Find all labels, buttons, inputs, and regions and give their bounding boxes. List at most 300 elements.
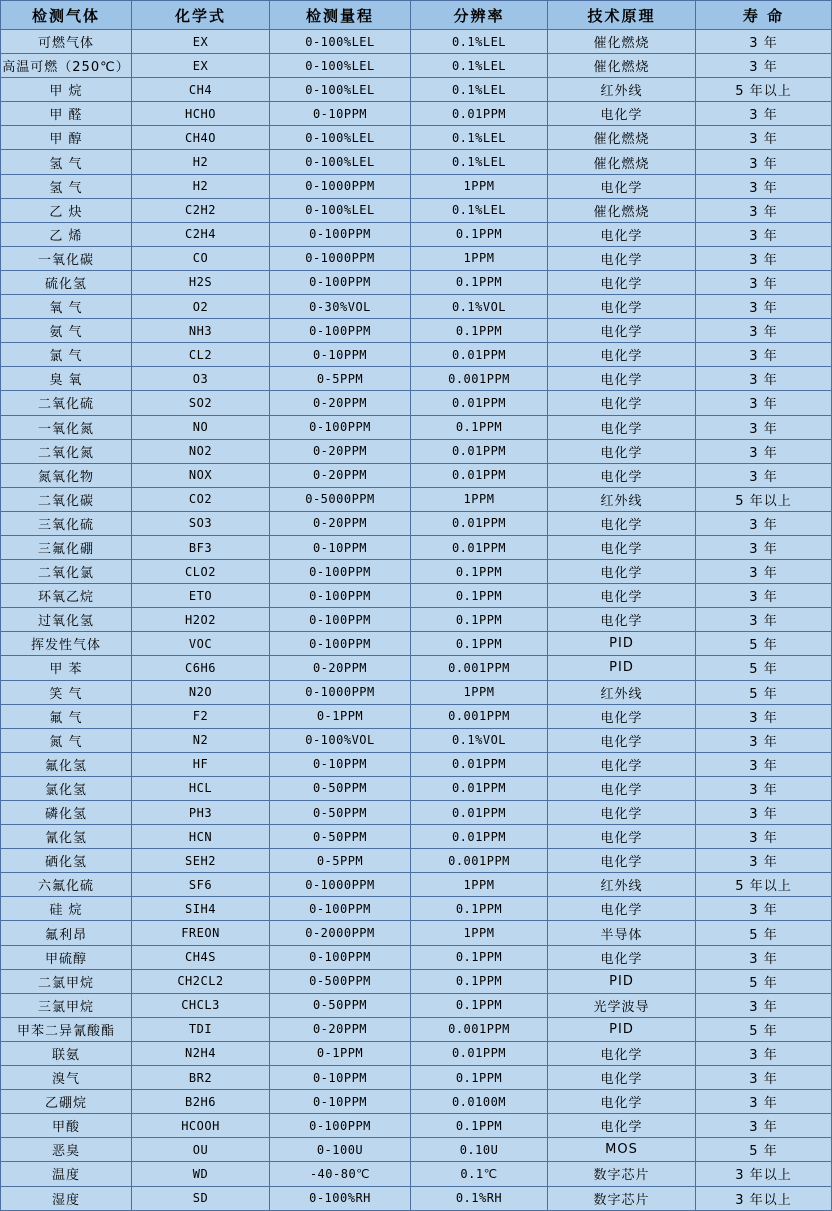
cell-detection-range: -40-80℃ xyxy=(270,1162,411,1186)
cell-lifetime: 3 年 xyxy=(696,54,832,78)
cell-chemical-formula: BR2 xyxy=(132,1066,270,1090)
cell-resolution: 0.1PPM xyxy=(411,945,548,969)
cell-technical-principle: 红外线 xyxy=(548,873,696,897)
cell-detection-range: 0-2000PPM xyxy=(270,921,411,945)
cell-detection-range: 0-10PPM xyxy=(270,102,411,126)
cell-gas-name: 氯 气 xyxy=(1,343,132,367)
cell-gas-name: 甲 苯 xyxy=(1,656,132,680)
cell-lifetime: 5 年 xyxy=(696,921,832,945)
cell-chemical-formula: WD xyxy=(132,1162,270,1186)
cell-lifetime: 3 年 xyxy=(696,174,832,198)
cell-resolution: 0.01PPM xyxy=(411,1041,548,1065)
cell-technical-principle: 光学波导 xyxy=(548,993,696,1017)
cell-gas-name: 氯化氢 xyxy=(1,776,132,800)
cell-technical-principle: MOS xyxy=(548,1138,696,1162)
cell-chemical-formula: C2H2 xyxy=(132,198,270,222)
table-row xyxy=(1,487,832,511)
cell-detection-range: 0-100PPM xyxy=(270,270,411,294)
cell-lifetime: 3 年 xyxy=(696,825,832,849)
cell-lifetime: 3 年 xyxy=(696,150,832,174)
cell-resolution: 0.001PPM xyxy=(411,704,548,728)
cell-resolution: 0.1%LEL xyxy=(411,78,548,102)
table-row xyxy=(1,656,832,680)
cell-detection-range: 0-100PPM xyxy=(270,415,411,439)
cell-resolution: 0.01PPM xyxy=(411,801,548,825)
cell-lifetime: 5 年 xyxy=(696,632,832,656)
cell-gas-name: 可燃气体 xyxy=(1,30,132,54)
cell-technical-principle: PID xyxy=(548,632,696,656)
cell-chemical-formula: PH3 xyxy=(132,801,270,825)
cell-chemical-formula: H2 xyxy=(132,174,270,198)
cell-gas-name: 甲 醇 xyxy=(1,126,132,150)
cell-chemical-formula: H2O2 xyxy=(132,608,270,632)
table-row xyxy=(1,945,832,969)
cell-resolution: 0.1PPM xyxy=(411,1066,548,1090)
cell-lifetime: 3 年 xyxy=(696,776,832,800)
table-row xyxy=(1,825,832,849)
cell-gas-name: 硒化氢 xyxy=(1,849,132,873)
cell-resolution: 0.1%RH xyxy=(411,1186,548,1210)
cell-technical-principle: 电化学 xyxy=(548,849,696,873)
table-row xyxy=(1,246,832,270)
cell-chemical-formula: O2 xyxy=(132,295,270,319)
cell-gas-name: 一氧化碳 xyxy=(1,246,132,270)
table-body xyxy=(1,30,832,1211)
cell-technical-principle: 电化学 xyxy=(548,945,696,969)
cell-lifetime: 3 年 xyxy=(696,704,832,728)
cell-technical-principle: 红外线 xyxy=(548,78,696,102)
table-row xyxy=(1,1041,832,1065)
table-row xyxy=(1,921,832,945)
cell-chemical-formula: SF6 xyxy=(132,873,270,897)
cell-lifetime: 3 年 xyxy=(696,270,832,294)
cell-chemical-formula: EX xyxy=(132,30,270,54)
cell-chemical-formula: VOC xyxy=(132,632,270,656)
cell-lifetime: 3 年以上 xyxy=(696,1186,832,1210)
cell-gas-name: 湿度 xyxy=(1,1186,132,1210)
column-header-range: 检测量程 xyxy=(270,1,411,30)
cell-resolution: 0.1PPM xyxy=(411,319,548,343)
cell-gas-name: 氟化氢 xyxy=(1,752,132,776)
cell-resolution: 1PPM xyxy=(411,873,548,897)
cell-chemical-formula: SD xyxy=(132,1186,270,1210)
column-header-lifetime: 寿 命 xyxy=(696,1,832,30)
column-header-gas: 检测气体 xyxy=(1,1,132,30)
cell-gas-name: 二氧化氮 xyxy=(1,439,132,463)
cell-lifetime: 3 年 xyxy=(696,560,832,584)
table-row xyxy=(1,632,832,656)
cell-technical-principle: 电化学 xyxy=(548,439,696,463)
cell-resolution: 0.1%VOL xyxy=(411,728,548,752)
cell-detection-range: 0-100PPM xyxy=(270,897,411,921)
cell-technical-principle: 红外线 xyxy=(548,680,696,704)
cell-technical-principle: 电化学 xyxy=(548,222,696,246)
cell-detection-range: 0-500PPM xyxy=(270,969,411,993)
cell-gas-name: 乙硼烷 xyxy=(1,1090,132,1114)
cell-detection-range: 0-20PPM xyxy=(270,391,411,415)
cell-lifetime: 3 年 xyxy=(696,439,832,463)
cell-chemical-formula: BF3 xyxy=(132,535,270,559)
cell-detection-range: 0-5PPM xyxy=(270,367,411,391)
cell-gas-name: 氢 气 xyxy=(1,174,132,198)
cell-chemical-formula: SO2 xyxy=(132,391,270,415)
cell-resolution: 0.01PPM xyxy=(411,776,548,800)
cell-chemical-formula: CH4S xyxy=(132,945,270,969)
cell-technical-principle: 催化燃烧 xyxy=(548,150,696,174)
cell-detection-range: 0-10PPM xyxy=(270,535,411,559)
cell-resolution: 0.1%LEL xyxy=(411,198,548,222)
table-row xyxy=(1,319,832,343)
cell-resolution: 0.01PPM xyxy=(411,439,548,463)
cell-gas-name: 臭 氧 xyxy=(1,367,132,391)
cell-technical-principle: 电化学 xyxy=(548,704,696,728)
cell-lifetime: 3 年 xyxy=(696,222,832,246)
cell-technical-principle: 电化学 xyxy=(548,801,696,825)
cell-resolution: 1PPM xyxy=(411,921,548,945)
table-row xyxy=(1,584,832,608)
cell-gas-name: 甲硫醇 xyxy=(1,945,132,969)
cell-technical-principle: 电化学 xyxy=(548,825,696,849)
cell-chemical-formula: HCL xyxy=(132,776,270,800)
cell-detection-range: 0-50PPM xyxy=(270,776,411,800)
cell-detection-range: 0-10PPM xyxy=(270,343,411,367)
cell-resolution: 0.01PPM xyxy=(411,391,548,415)
table-row xyxy=(1,1114,832,1138)
cell-detection-range: 0-100PPM xyxy=(270,632,411,656)
cell-resolution: 0.10U xyxy=(411,1138,548,1162)
table-row xyxy=(1,535,832,559)
cell-chemical-formula: CO2 xyxy=(132,487,270,511)
table-row xyxy=(1,993,832,1017)
cell-technical-principle: 电化学 xyxy=(548,535,696,559)
cell-detection-range: 0-1000PPM xyxy=(270,174,411,198)
cell-detection-range: 0-100%RH xyxy=(270,1186,411,1210)
cell-chemical-formula: CH2CL2 xyxy=(132,969,270,993)
cell-gas-name: 磷化氢 xyxy=(1,801,132,825)
cell-technical-principle: 数字芯片 xyxy=(548,1162,696,1186)
table-row xyxy=(1,1162,832,1186)
cell-lifetime: 3 年 xyxy=(696,415,832,439)
cell-resolution: 0.01PPM xyxy=(411,102,548,126)
cell-technical-principle: 电化学 xyxy=(548,776,696,800)
table-row xyxy=(1,78,832,102)
cell-chemical-formula: SEH2 xyxy=(132,849,270,873)
cell-resolution: 0.01PPM xyxy=(411,511,548,535)
cell-technical-principle: PID xyxy=(548,969,696,993)
cell-lifetime: 3 年 xyxy=(696,728,832,752)
cell-chemical-formula: NO2 xyxy=(132,439,270,463)
cell-gas-name: 氮 气 xyxy=(1,728,132,752)
cell-resolution: 0.1%LEL xyxy=(411,150,548,174)
cell-gas-name: 一氧化氮 xyxy=(1,415,132,439)
cell-chemical-formula: N2H4 xyxy=(132,1041,270,1065)
table-row xyxy=(1,680,832,704)
cell-technical-principle: 催化燃烧 xyxy=(548,198,696,222)
cell-gas-name: 笑 气 xyxy=(1,680,132,704)
cell-technical-principle: 电化学 xyxy=(548,584,696,608)
cell-lifetime: 3 年 xyxy=(696,1114,832,1138)
cell-detection-range: 0-100PPM xyxy=(270,1114,411,1138)
cell-lifetime: 3 年 xyxy=(696,367,832,391)
cell-gas-name: 甲酸 xyxy=(1,1114,132,1138)
cell-chemical-formula: HCN xyxy=(132,825,270,849)
cell-gas-name: 过氧化氢 xyxy=(1,608,132,632)
table-row xyxy=(1,752,832,776)
cell-technical-principle: 催化燃烧 xyxy=(548,54,696,78)
cell-resolution: 0.001PPM xyxy=(411,849,548,873)
cell-resolution: 0.1%LEL xyxy=(411,126,548,150)
cell-detection-range: 0-10PPM xyxy=(270,1090,411,1114)
cell-lifetime: 5 年以上 xyxy=(696,78,832,102)
cell-resolution: 0.1%LEL xyxy=(411,30,548,54)
cell-chemical-formula: O3 xyxy=(132,367,270,391)
cell-lifetime: 3 年 xyxy=(696,126,832,150)
cell-technical-principle: PID xyxy=(548,656,696,680)
cell-detection-range: 0-50PPM xyxy=(270,825,411,849)
header-row xyxy=(1,1,832,30)
cell-lifetime: 5 年 xyxy=(696,656,832,680)
cell-chemical-formula: TDI xyxy=(132,1017,270,1041)
table-row xyxy=(1,295,832,319)
cell-chemical-formula: SO3 xyxy=(132,511,270,535)
cell-gas-name: 硅 烷 xyxy=(1,897,132,921)
cell-detection-range: 0-5PPM xyxy=(270,849,411,873)
cell-chemical-formula: CHCL3 xyxy=(132,993,270,1017)
table-row xyxy=(1,849,832,873)
cell-lifetime: 5 年 xyxy=(696,680,832,704)
table-row xyxy=(1,463,832,487)
cell-technical-principle: 电化学 xyxy=(548,246,696,270)
cell-gas-name: 二氧化碳 xyxy=(1,487,132,511)
cell-technical-principle: 半导体 xyxy=(548,921,696,945)
cell-technical-principle: 电化学 xyxy=(548,511,696,535)
cell-gas-name: 环氧乙烷 xyxy=(1,584,132,608)
cell-chemical-formula: SIH4 xyxy=(132,897,270,921)
cell-detection-range: 0-50PPM xyxy=(270,801,411,825)
cell-gas-name: 甲 烷 xyxy=(1,78,132,102)
cell-lifetime: 3 年 xyxy=(696,102,832,126)
cell-resolution: 0.001PPM xyxy=(411,367,548,391)
table-row xyxy=(1,1138,832,1162)
cell-technical-principle: 电化学 xyxy=(548,319,696,343)
table-row xyxy=(1,728,832,752)
cell-detection-range: 0-50PPM xyxy=(270,993,411,1017)
cell-resolution: 0.1PPM xyxy=(411,584,548,608)
table-row xyxy=(1,150,832,174)
cell-detection-range: 0-20PPM xyxy=(270,656,411,680)
cell-technical-principle: 催化燃烧 xyxy=(548,126,696,150)
cell-gas-name: 乙 烯 xyxy=(1,222,132,246)
cell-chemical-formula: NO xyxy=(132,415,270,439)
cell-technical-principle: 电化学 xyxy=(548,102,696,126)
cell-detection-range: 0-1000PPM xyxy=(270,246,411,270)
cell-chemical-formula: CLO2 xyxy=(132,560,270,584)
table-row xyxy=(1,391,832,415)
cell-gas-name: 三氯甲烷 xyxy=(1,993,132,1017)
cell-technical-principle: 电化学 xyxy=(548,728,696,752)
cell-resolution: 0.001PPM xyxy=(411,656,548,680)
table-row xyxy=(1,1066,832,1090)
cell-technical-principle: 电化学 xyxy=(548,752,696,776)
cell-resolution: 1PPM xyxy=(411,174,548,198)
cell-technical-principle: 电化学 xyxy=(548,1066,696,1090)
cell-detection-range: 0-1000PPM xyxy=(270,873,411,897)
cell-gas-name: 三氟化硼 xyxy=(1,535,132,559)
cell-lifetime: 3 年 xyxy=(696,608,832,632)
cell-detection-range: 0-100%LEL xyxy=(270,126,411,150)
cell-resolution: 0.01PPM xyxy=(411,752,548,776)
cell-technical-principle: 电化学 xyxy=(548,343,696,367)
cell-resolution: 0.001PPM xyxy=(411,1017,548,1041)
cell-gas-name: 氟 气 xyxy=(1,704,132,728)
cell-detection-range: 0-5000PPM xyxy=(270,487,411,511)
table-row xyxy=(1,367,832,391)
table-row xyxy=(1,1090,832,1114)
cell-lifetime: 5 年 xyxy=(696,1138,832,1162)
cell-detection-range: 0-100%VOL xyxy=(270,728,411,752)
cell-technical-principle: 电化学 xyxy=(548,415,696,439)
cell-detection-range: 0-100PPM xyxy=(270,608,411,632)
cell-gas-name: 氟利昂 xyxy=(1,921,132,945)
table-header xyxy=(1,1,832,30)
table-row xyxy=(1,1186,832,1210)
cell-chemical-formula: C2H4 xyxy=(132,222,270,246)
cell-lifetime: 3 年 xyxy=(696,246,832,270)
cell-lifetime: 3 年 xyxy=(696,584,832,608)
cell-detection-range: 0-100U xyxy=(270,1138,411,1162)
cell-lifetime: 3 年 xyxy=(696,463,832,487)
cell-detection-range: 0-100%LEL xyxy=(270,78,411,102)
cell-detection-range: 0-10PPM xyxy=(270,752,411,776)
cell-gas-name: 挥发性气体 xyxy=(1,632,132,656)
cell-technical-principle: 电化学 xyxy=(548,897,696,921)
cell-resolution: 1PPM xyxy=(411,680,548,704)
cell-resolution: 0.1%VOL xyxy=(411,295,548,319)
cell-technical-principle: 电化学 xyxy=(548,463,696,487)
cell-lifetime: 3 年 xyxy=(696,752,832,776)
cell-resolution: 0.1PPM xyxy=(411,632,548,656)
cell-chemical-formula: CL2 xyxy=(132,343,270,367)
cell-resolution: 0.01PPM xyxy=(411,825,548,849)
cell-lifetime: 3 年 xyxy=(696,849,832,873)
cell-detection-range: 0-100PPM xyxy=(270,319,411,343)
cell-lifetime: 3 年 xyxy=(696,511,832,535)
cell-resolution: 0.1%LEL xyxy=(411,54,548,78)
cell-detection-range: 0-1PPM xyxy=(270,1041,411,1065)
cell-chemical-formula: H2S xyxy=(132,270,270,294)
cell-resolution: 0.0100M xyxy=(411,1090,548,1114)
cell-chemical-formula: ETO xyxy=(132,584,270,608)
table-row xyxy=(1,174,832,198)
cell-resolution: 1PPM xyxy=(411,487,548,511)
cell-technical-principle: 数字芯片 xyxy=(548,1186,696,1210)
cell-gas-name: 六氟化硫 xyxy=(1,873,132,897)
table-row xyxy=(1,270,832,294)
column-header-principle: 技术原理 xyxy=(548,1,696,30)
cell-detection-range: 0-1PPM xyxy=(270,704,411,728)
cell-detection-range: 0-100PPM xyxy=(270,584,411,608)
cell-detection-range: 0-10PPM xyxy=(270,1066,411,1090)
cell-detection-range: 0-100PPM xyxy=(270,222,411,246)
cell-resolution: 0.1PPM xyxy=(411,897,548,921)
cell-detection-range: 0-100%LEL xyxy=(270,198,411,222)
cell-resolution: 0.1PPM xyxy=(411,560,548,584)
cell-detection-range: 0-100%LEL xyxy=(270,54,411,78)
table-row xyxy=(1,439,832,463)
table-row xyxy=(1,776,832,800)
cell-resolution: 1PPM xyxy=(411,246,548,270)
cell-chemical-formula: HCOOH xyxy=(132,1114,270,1138)
cell-lifetime: 3 年 xyxy=(696,535,832,559)
cell-gas-name: 甲苯二异氰酸酯 xyxy=(1,1017,132,1041)
cell-detection-range: 0-30%VOL xyxy=(270,295,411,319)
table-row xyxy=(1,54,832,78)
cell-chemical-formula: H2 xyxy=(132,150,270,174)
cell-resolution: 0.1PPM xyxy=(411,969,548,993)
table-row xyxy=(1,126,832,150)
table-row xyxy=(1,343,832,367)
cell-gas-name: 高温可燃（250℃） xyxy=(1,54,132,78)
cell-technical-principle: 电化学 xyxy=(548,295,696,319)
cell-gas-name: 氧 气 xyxy=(1,295,132,319)
table-row xyxy=(1,222,832,246)
cell-gas-name: 氮氧化物 xyxy=(1,463,132,487)
cell-lifetime: 3 年 xyxy=(696,945,832,969)
table-row xyxy=(1,1017,832,1041)
cell-resolution: 0.01PPM xyxy=(411,535,548,559)
cell-gas-name: 氢 气 xyxy=(1,150,132,174)
cell-lifetime: 5 年 xyxy=(696,1017,832,1041)
cell-gas-name: 氰化氢 xyxy=(1,825,132,849)
cell-chemical-formula: N2O xyxy=(132,680,270,704)
cell-lifetime: 3 年以上 xyxy=(696,1162,832,1186)
cell-resolution: 0.1PPM xyxy=(411,270,548,294)
cell-gas-name: 温度 xyxy=(1,1162,132,1186)
cell-lifetime: 3 年 xyxy=(696,993,832,1017)
cell-chemical-formula: NH3 xyxy=(132,319,270,343)
cell-resolution: 0.1PPM xyxy=(411,993,548,1017)
cell-technical-principle: 电化学 xyxy=(548,1041,696,1065)
cell-lifetime: 5 年 xyxy=(696,969,832,993)
cell-gas-name: 恶臭 xyxy=(1,1138,132,1162)
cell-lifetime: 3 年 xyxy=(696,30,832,54)
cell-lifetime: 3 年 xyxy=(696,801,832,825)
cell-resolution: 0.1PPM xyxy=(411,415,548,439)
cell-chemical-formula: NOX xyxy=(132,463,270,487)
table-row xyxy=(1,801,832,825)
cell-lifetime: 3 年 xyxy=(696,1041,832,1065)
cell-technical-principle: 电化学 xyxy=(548,560,696,584)
cell-chemical-formula: C6H6 xyxy=(132,656,270,680)
cell-detection-range: 0-100%LEL xyxy=(270,30,411,54)
table-row xyxy=(1,608,832,632)
cell-chemical-formula: OU xyxy=(132,1138,270,1162)
table-row xyxy=(1,415,832,439)
cell-detection-range: 0-20PPM xyxy=(270,1017,411,1041)
cell-technical-principle: 电化学 xyxy=(548,174,696,198)
cell-gas-name: 甲 醛 xyxy=(1,102,132,126)
cell-technical-principle: 电化学 xyxy=(548,391,696,415)
cell-technical-principle: 电化学 xyxy=(548,270,696,294)
cell-technical-principle: PID xyxy=(548,1017,696,1041)
cell-technical-principle: 催化燃烧 xyxy=(548,30,696,54)
cell-chemical-formula: CH4O xyxy=(132,126,270,150)
table-row xyxy=(1,102,832,126)
cell-gas-name: 二氧化硫 xyxy=(1,391,132,415)
cell-lifetime: 3 年 xyxy=(696,198,832,222)
cell-technical-principle: 电化学 xyxy=(548,1114,696,1138)
cell-chemical-formula: CO xyxy=(132,246,270,270)
